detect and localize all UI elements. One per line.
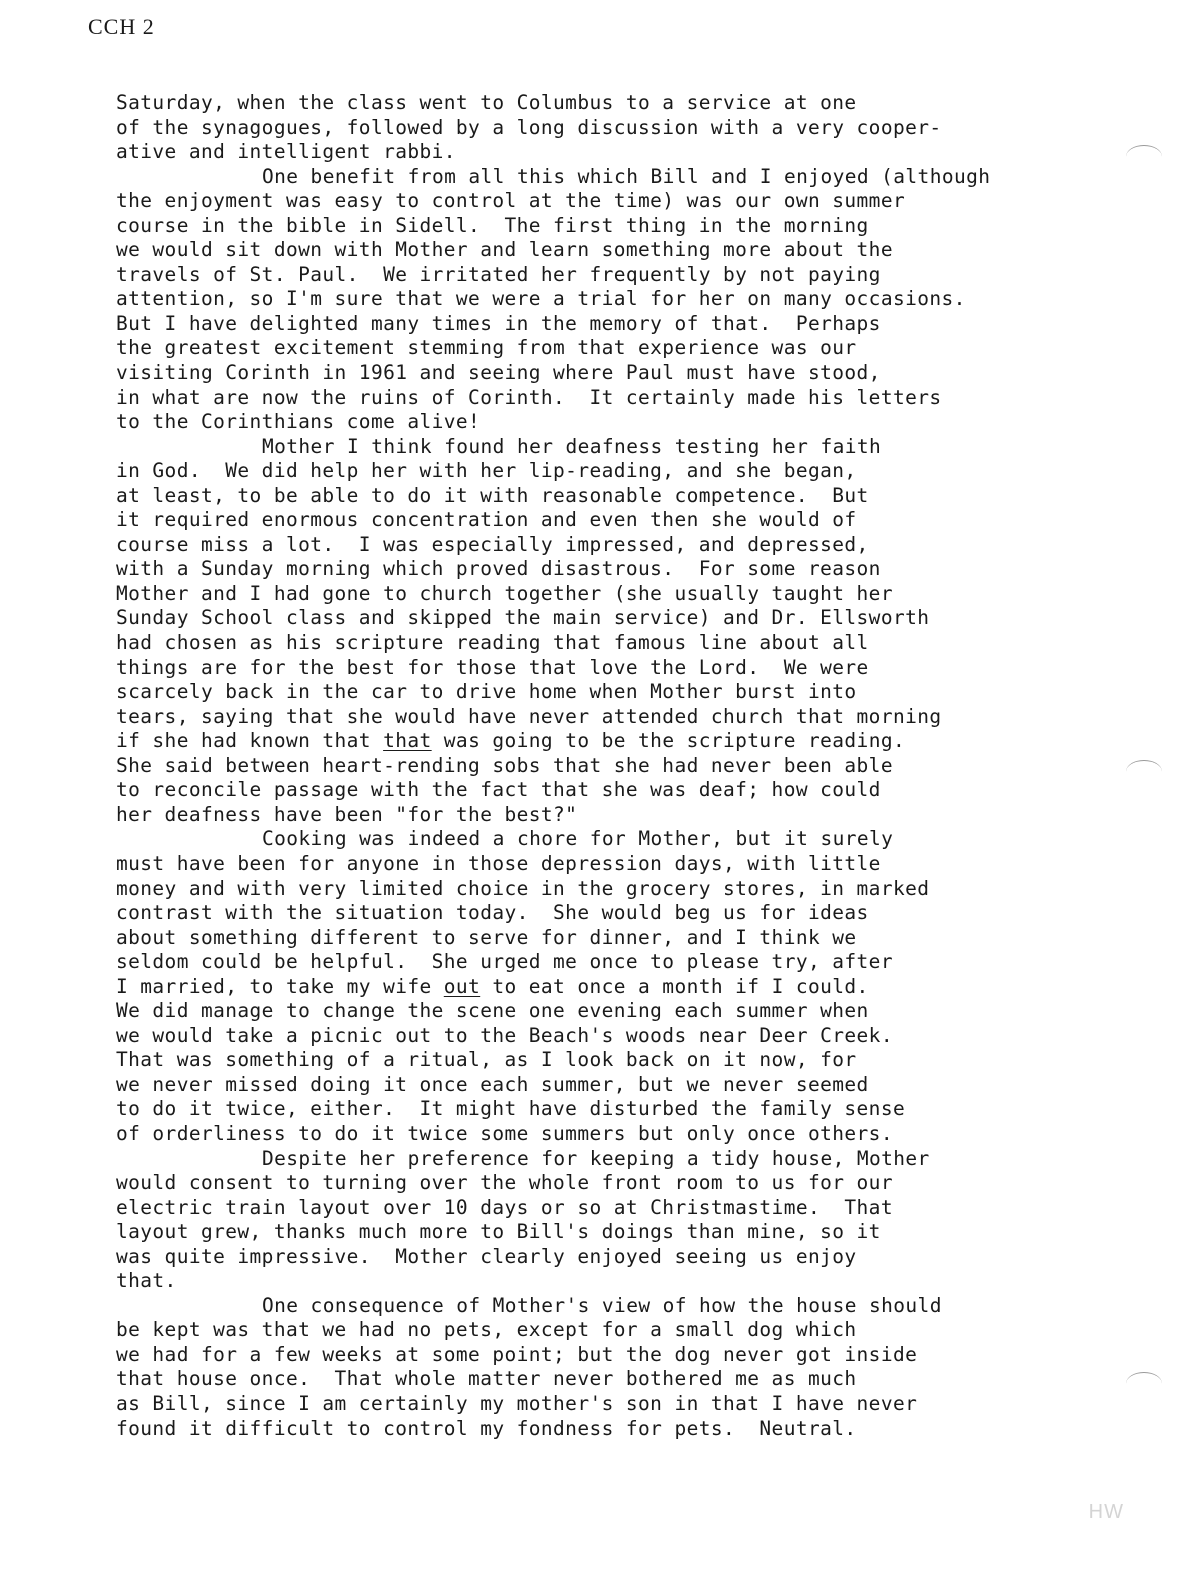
text-line: ative and intelligent rabbi. xyxy=(116,140,456,164)
text-line: things are for the best for those that love the Lord. We were xyxy=(116,655,869,679)
text-line: that house once. That whole matter never bothered me as much xyxy=(116,1367,857,1391)
text-line: the greatest excitement stemming from that experience was our xyxy=(116,336,857,360)
text-line: travels of St. Paul. We irritated her frequently by not paying xyxy=(116,262,881,286)
text-line: One consequence of Mother's view of how the house should xyxy=(262,1293,942,1317)
text-line: Mother and I had gone to church together (she usually taught her xyxy=(116,581,893,605)
document-body xyxy=(116,91,1146,1441)
text-line: That was something of a ritual, as I look back on it now, for xyxy=(116,1048,857,1072)
text-line: contrast with the situation today. She would beg us for ideas xyxy=(116,901,869,925)
text-line: would consent to turning over the whole front room to us for our xyxy=(116,1171,893,1195)
text-line: scarcely back in the car to drive home when Mother burst into xyxy=(116,680,857,704)
text-line: it required enormous concentration and even then she would of xyxy=(116,508,857,532)
text-line: of orderliness to do it twice some summers but only once others. xyxy=(116,1121,893,1145)
text-line: money and with very limited choice in the grocery stores, in marked xyxy=(116,876,930,900)
text-line: to the Corinthians come alive! xyxy=(116,410,481,434)
text-line: in what are now the ruins of Corinth. It certainly made his letters xyxy=(116,385,942,409)
text-line: attention, so I'm sure that we were a trial for her on many occasions. xyxy=(116,287,966,311)
text-line: electric train layout over 10 days or so at Christmastime. That xyxy=(116,1195,893,1219)
text-line: We did manage to change the scene one evening each summer when xyxy=(116,999,869,1023)
text-line: course miss a lot. I was especially impressed, and depressed, xyxy=(116,532,869,556)
text-line: Mother I think found her deafness testing her faith xyxy=(262,434,882,458)
text-line: her deafness have been "for the best?" xyxy=(116,802,578,826)
text-line: Cooking was indeed a chore for Mother, but it surely xyxy=(262,827,894,851)
text-line: Despite her preference for keeping a tidy house, Mother xyxy=(262,1146,930,1170)
text-line: Saturday, when the class went to Columbus to a service at one xyxy=(116,91,857,114)
text-line: the enjoyment was easy to control at the time) was our own summer xyxy=(116,189,906,213)
text-line: course in the bible in Sidell. The first thing in the morning xyxy=(116,213,869,237)
text-line: must have been for anyone in those depression days, with little xyxy=(116,851,881,875)
text-line: if she had known that that was going to be the scripture reading. xyxy=(116,729,906,753)
page-label: CCH 2 xyxy=(88,14,155,39)
text-line: as Bill, since I am certainly my mother's son in that I have never xyxy=(116,1391,918,1415)
text-line: tears, saying that she would have never attended church that morning xyxy=(116,704,942,728)
watermark: HW xyxy=(1088,1501,1124,1523)
text-line: Sunday School class and skipped the main service) and Dr. Ellsworth xyxy=(116,606,930,630)
text-line: was quite impressive. Mother clearly enjoyed seeing us enjoy xyxy=(116,1244,857,1268)
text-line: visiting Corinth in 1961 and seeing where Paul must have stood, xyxy=(116,361,881,385)
text-line: had chosen as his scripture reading that famous line about all xyxy=(116,631,869,655)
text-line: at least, to be able to do it with reasonable competence. But xyxy=(116,483,869,507)
text-line: found it difficult to control my fondness for pets. Neutral. xyxy=(116,1416,857,1440)
text-line: about something different to serve for dinner, and I think we xyxy=(116,925,857,949)
text-line: to do it twice, either. It might have disturbed the family sense xyxy=(116,1097,906,1121)
text-line: be kept was that we had no pets, except for a small dog which xyxy=(116,1318,857,1342)
text-line: She said between heart-rending sobs that she had never been able xyxy=(116,753,893,777)
text-line: layout grew, thanks much more to Bill's doings than mine, so it xyxy=(116,1220,881,1244)
text-line: I married, to take my wife out to eat once a month if I could. xyxy=(116,974,869,998)
text-line: with a Sunday morning which proved disastrous. For some reason xyxy=(116,557,881,581)
text-line: to reconcile passage with the fact that she was deaf; how could xyxy=(116,778,881,802)
text-line: But I have delighted many times in the memory of that. Perhaps xyxy=(116,311,881,335)
text-line: we had for a few weeks at some point; but the dog never got inside xyxy=(116,1342,918,1366)
text-line: in God. We did help her with her lip-reading, and she began, xyxy=(116,459,857,483)
text-line: seldom could be helpful. She urged me once to please try, after xyxy=(116,950,893,974)
text-line: we never missed doing it once each summer, but we never seemed xyxy=(116,1072,869,1096)
text-line: One benefit from all this which Bill and I enjoyed (although xyxy=(262,164,991,188)
text-line: we would take a picnic out to the Beach's woods near Deer Creek. xyxy=(116,1023,893,1047)
text-line: of the synagogues, followed by a long discussion with a very cooper- xyxy=(116,115,942,139)
text-line: that. xyxy=(116,1269,177,1293)
text-line: we would sit down with Mother and learn something more about the xyxy=(116,238,893,262)
